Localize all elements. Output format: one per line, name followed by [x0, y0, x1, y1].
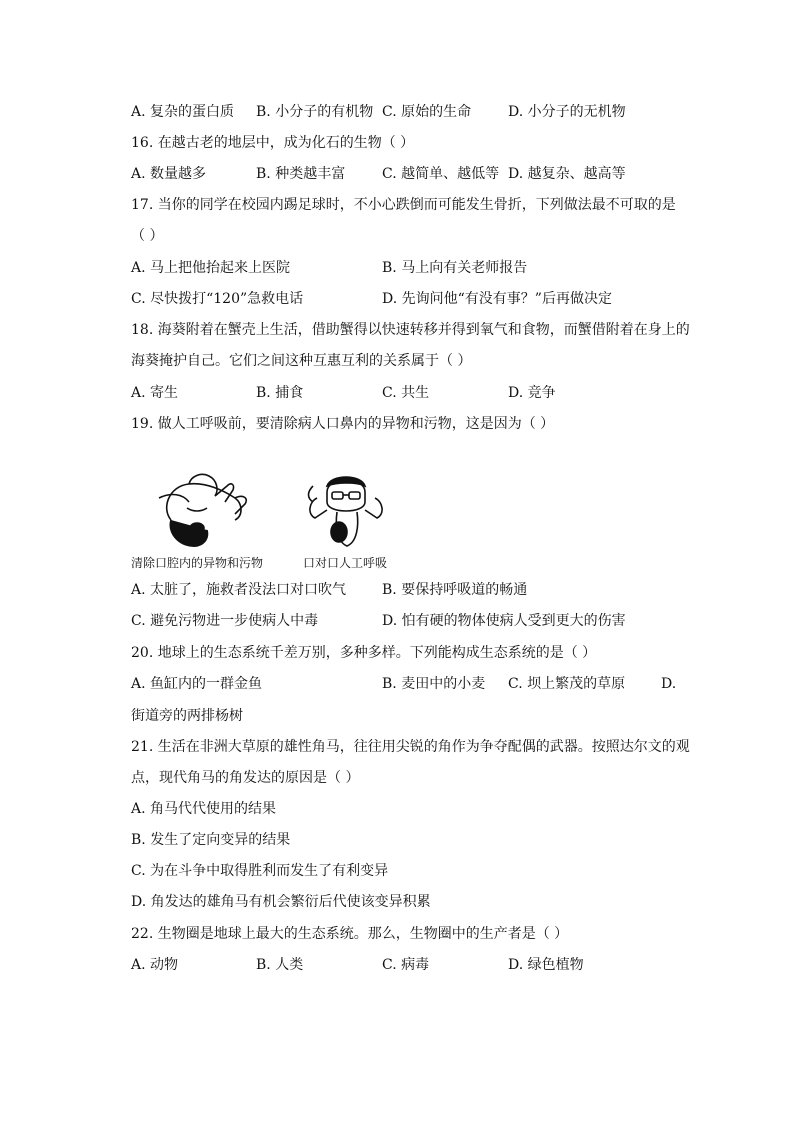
q18-option-d: D. 竞争 — [508, 385, 556, 401]
q20-option-a: A. 鱼缸内的一群金鱼 — [131, 676, 263, 692]
q21-option-c: C. 为在斗争中取得胜利而发生了有利变异 — [131, 863, 389, 879]
q17-option-c: C. 尽快拨打“120”急救电话 — [131, 291, 304, 307]
q21-option-d: D. 角发达的雄角马有机会繁衍后代使该变异积累 — [131, 894, 431, 910]
q19-figure-caption-left: 清除口腔内的异物和污物 — [131, 556, 264, 570]
q19-stem: 19. 做人工呼吸前，要清除病人口鼻内的异物和污物，这是因为（ ） — [131, 416, 555, 432]
q15-option-a: A. 复杂的蛋白质 — [131, 104, 235, 120]
q17-stem-line1: 17. 当你的同学在校园内踢足球时，不小心跌倒而可能发生骨折，下列做法最不可取的是 — [131, 197, 676, 213]
q18-option-c: C. 共生 — [382, 385, 430, 401]
q18-stem-line2: 海葵掩护自己。它们之间这种互惠互利的关系属于（ ） — [131, 353, 472, 369]
q15-option-d: D. 小分子的无机物 — [508, 104, 626, 120]
q21-option-b: B. 发生了定向变异的结果 — [131, 832, 291, 848]
q22-option-b: B. 人类 — [256, 957, 304, 973]
q17-option-d: D. 先询问他“有没有事？”后再做决定 — [382, 291, 612, 307]
q21-stem-line2: 点，现代角马的角发达的原因是（ ） — [131, 770, 360, 786]
q19-option-b: B. 要保持呼吸道的畅通 — [382, 582, 528, 598]
q16-option-a: A. 数量越多 — [131, 166, 207, 182]
q20-stem: 20. 地球上的生态系统千差万别，多种多样。下列能构成生态系统的是（ ） — [131, 645, 597, 661]
q20-option-d: D. — [661, 676, 677, 692]
q19-option-a: A. 太脏了，施救者没法口对口吹气 — [131, 582, 347, 598]
q16-option-b: B. 种类越丰富 — [256, 166, 346, 182]
q22-option-d: D. 绿色植物 — [508, 957, 584, 973]
q17-option-b: B. 马上向有关老师报告 — [382, 260, 528, 276]
q19-figure-caption-right: 口对口人工呼吸 — [303, 556, 388, 570]
mouth-to-mouth-illustration — [309, 477, 383, 546]
q20-option-d-text: 街道旁的两排杨树 — [131, 708, 243, 724]
q17-option-a: A. 马上把他抬起来上医院 — [131, 260, 291, 276]
q18-option-b: B. 捕食 — [256, 385, 304, 401]
q15-option-b: B. 小分子的有机物 — [256, 104, 374, 120]
q19-illustration — [131, 468, 431, 554]
q22-option-c: C. 病毒 — [382, 957, 430, 973]
q15-option-c: C. 原始的生命 — [382, 104, 472, 120]
q20-option-b: B. 麦田中的小麦 — [382, 676, 486, 692]
q22-option-a: A. 动物 — [131, 957, 179, 973]
q22-stem: 22. 生物圈是地球上最大的生态系统。那么，生物圈中的生产者是（ ） — [131, 926, 569, 942]
q16-stem: 16. 在越古老的地层中，成为化石的生物（ ） — [131, 135, 415, 151]
q21-option-a: A. 角马代代使用的结果 — [131, 801, 277, 817]
q21-stem-line1: 21. 生活在非洲大草原的雄性角马，往往用尖锐的角作为争夺配偶的武器。按照达尔文的观 — [131, 739, 690, 755]
q18-option-a: A. 寄生 — [131, 385, 179, 401]
q16-option-c: C. 越简单、越低等 — [382, 166, 500, 182]
q19-option-d: D. 怕有硬的物体使病人受到更大的伤害 — [382, 613, 626, 629]
q19-option-c: C. 避免污物进一步使病人中毒 — [131, 613, 319, 629]
q16-option-d: D. 越复杂、越高等 — [508, 166, 626, 182]
q20-option-c: C. 坝上繁茂的草原 — [508, 676, 626, 692]
q18-stem-line1: 18. 海葵附着在蟹壳上生活，借助蟹得以快速转移并得到氧气和食物，而蟹借附着在身上的 — [131, 322, 690, 338]
q19-figure — [131, 468, 431, 578]
clear-mouth-illustration — [159, 474, 246, 546]
q17-stem-line2: （ ） — [131, 228, 164, 244]
